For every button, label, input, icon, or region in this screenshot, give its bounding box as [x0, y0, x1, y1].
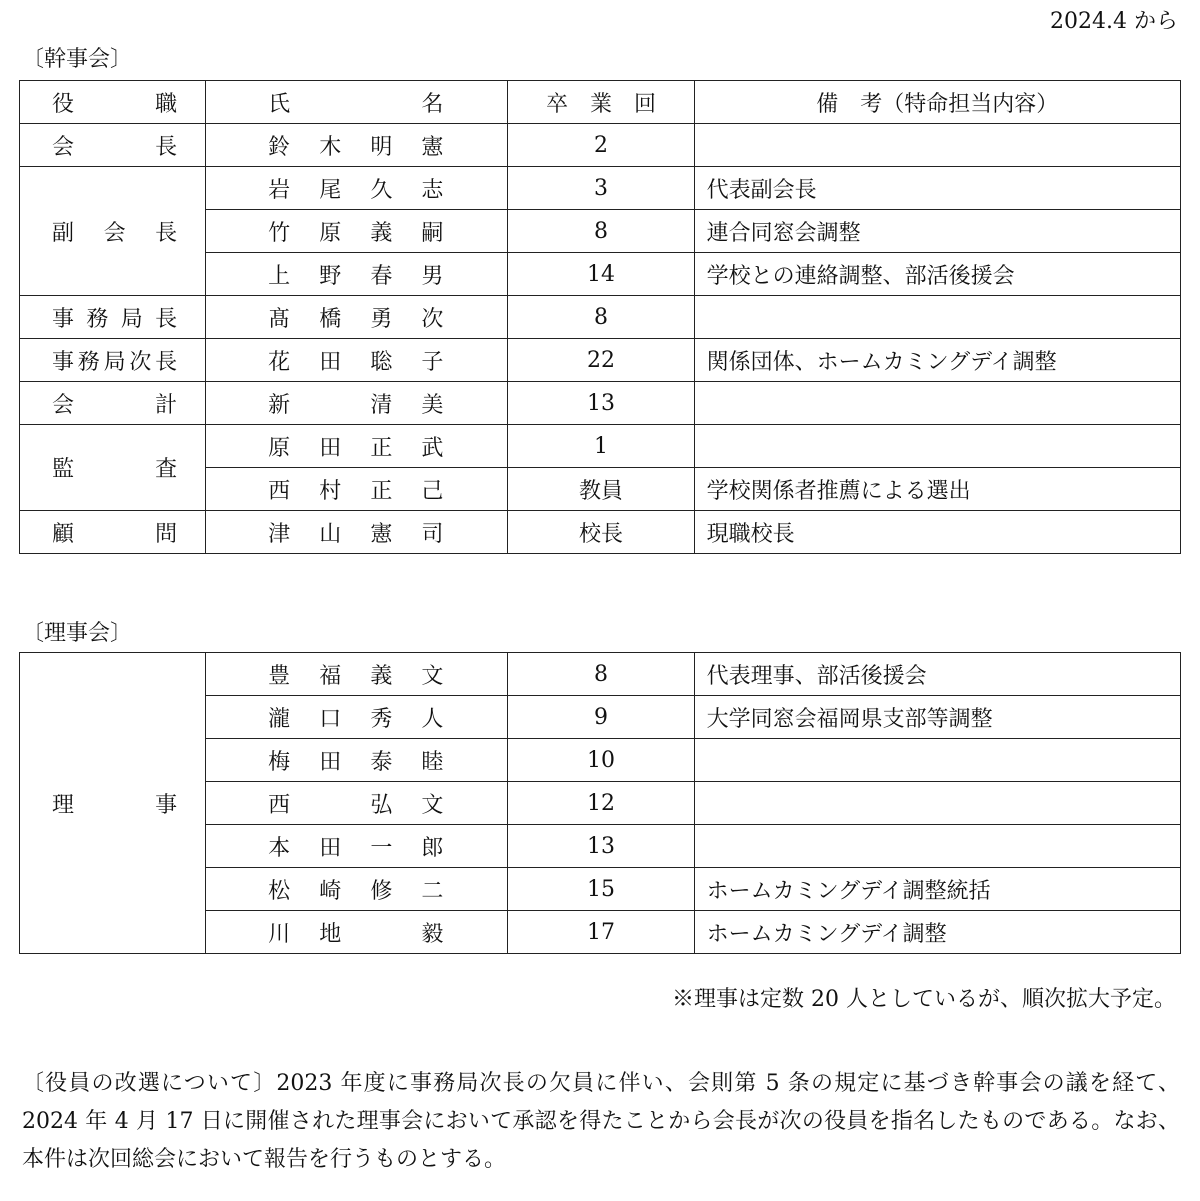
grad-cell: 1	[508, 425, 694, 468]
riji-section-title: 〔理事会〕	[22, 621, 133, 646]
note-cell	[694, 296, 1180, 339]
grad-cell: 22	[508, 339, 694, 382]
role-cell: 副会長	[20, 167, 206, 296]
role-cell: 会 長	[20, 124, 206, 167]
name-cell: 松崎修二	[206, 868, 508, 911]
note-cell	[694, 124, 1180, 167]
grad-cell: 8	[508, 653, 694, 696]
grad-cell: 9	[508, 696, 694, 739]
name-cell: 原田正武	[206, 425, 508, 468]
name-cell: 新 清美	[206, 382, 508, 425]
name-cell: 梅田泰睦	[206, 739, 508, 782]
note-cell	[694, 425, 1180, 468]
note-cell	[694, 782, 1180, 825]
name-cell: 竹原義嗣	[206, 210, 508, 253]
date-label: 2024.4 から	[1050, 9, 1178, 34]
table-header-row	[20, 81, 1181, 124]
column-header-name: 氏 名	[206, 81, 508, 124]
name-cell: 豊福義文	[206, 653, 508, 696]
riji-footnote: ※理事は定数 20 人としているが、順次拡大予定。	[672, 987, 1176, 1012]
grad-cell: 17	[508, 911, 694, 954]
grad-cell: 13	[508, 382, 694, 425]
table-row	[20, 425, 1181, 468]
name-cell: 鈴木明憲	[206, 124, 508, 167]
note-cell: ホームカミングデイ調整統括	[694, 868, 1180, 911]
table-row	[20, 511, 1181, 554]
table-row	[20, 167, 1181, 210]
grad-cell: 8	[508, 296, 694, 339]
note-cell	[694, 825, 1180, 868]
column-header-role: 役 職	[20, 81, 206, 124]
name-cell: 瀧口秀人	[206, 696, 508, 739]
grad-cell: 12	[508, 782, 694, 825]
note-cell: 連合同窓会調整	[694, 210, 1180, 253]
riji-table	[19, 652, 1181, 954]
note-cell	[694, 382, 1180, 425]
grad-cell: 教員	[508, 468, 694, 511]
table-row	[20, 382, 1181, 425]
name-cell: 川地 毅	[206, 911, 508, 954]
kanji-table	[19, 80, 1181, 554]
note-cell: 代表副会長	[694, 167, 1180, 210]
column-header-grad: 卒 業 回	[508, 81, 694, 124]
name-cell: 花田聡子	[206, 339, 508, 382]
role-cell: 監 査	[20, 425, 206, 511]
note-cell: 学校との連絡調整、部活後援会	[694, 253, 1180, 296]
name-cell: 岩尾久志	[206, 167, 508, 210]
name-cell: 津山憲司	[206, 511, 508, 554]
grad-cell: 13	[508, 825, 694, 868]
grad-cell: 2	[508, 124, 694, 167]
kanji-section-title: 〔幹事会〕	[22, 47, 133, 72]
grad-cell: 14	[508, 253, 694, 296]
name-cell: 本田一郎	[206, 825, 508, 868]
role-cell: 会 計	[20, 382, 206, 425]
column-header-note: 備 考（特命担当内容）	[694, 81, 1180, 124]
note-cell: 代表理事、部活後援会	[694, 653, 1180, 696]
note-cell: 関係団体、ホームカミングデイ調整	[694, 339, 1180, 382]
note-cell: 現職校長	[694, 511, 1180, 554]
grad-cell: 15	[508, 868, 694, 911]
name-cell: 西 弘文	[206, 782, 508, 825]
note-cell: 大学同窓会福岡県支部等調整	[694, 696, 1180, 739]
table-row	[20, 296, 1181, 339]
election-note-paragraph: 〔役員の改選について〕2023 年度に事務局次長の欠員に伴い、会則第 5 条の規定に基づき幹事会の議を経て、2024 年 4 月 17 日に開催された理事会において承認を得たことから会長が次の役員を指名したものである。なお、本件は次回総会において報告を行うものとする。	[22, 1071, 1180, 1172]
table-row	[20, 339, 1181, 382]
role-cell: 顧 問	[20, 511, 206, 554]
role-cell: 理 事	[20, 653, 206, 954]
note-cell: ホームカミングデイ調整	[694, 911, 1180, 954]
grad-cell: 3	[508, 167, 694, 210]
name-cell: 西村正己	[206, 468, 508, 511]
table-row	[20, 124, 1181, 167]
role-cell: 事務局長	[20, 296, 206, 339]
note-cell	[694, 739, 1180, 782]
grad-cell: 8	[508, 210, 694, 253]
role-cell: 事務局次長	[20, 339, 206, 382]
note-cell: 学校関係者推薦による選出	[694, 468, 1180, 511]
table-row	[20, 653, 1181, 696]
name-cell: 上野春男	[206, 253, 508, 296]
grad-cell: 10	[508, 739, 694, 782]
grad-cell: 校長	[508, 511, 694, 554]
name-cell: 髙橋勇次	[206, 296, 508, 339]
